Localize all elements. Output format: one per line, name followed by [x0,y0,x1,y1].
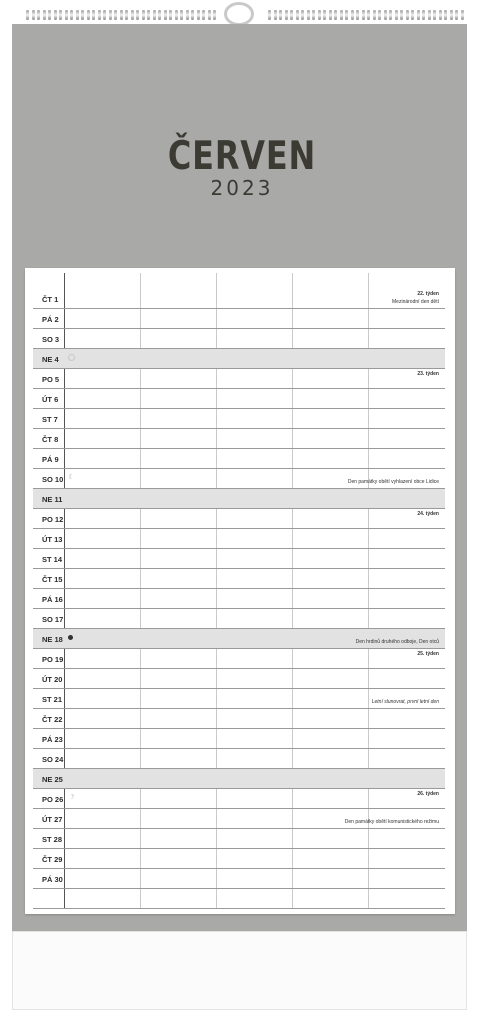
day-label: PO 26 [42,795,64,804]
planner-grid [25,268,455,914]
week-number: 23. týden [417,371,439,377]
day-label: ST 7 [42,415,58,424]
day-label: SO 10 [42,475,64,484]
new-moon-icon [68,635,73,640]
coil [186,10,189,20]
day-row[interactable] [33,329,445,349]
coil [65,10,68,20]
coil [120,10,123,20]
holiday-note: Mezinárodní den dětí [392,299,439,305]
day-row[interactable] [33,649,445,669]
coil [373,10,376,20]
coil [312,10,315,20]
day-label: ČT 8 [42,435,59,444]
coil [296,10,299,20]
day-label: NE 4 [42,355,59,364]
day-label: SO 3 [42,335,60,344]
day-row[interactable] [33,849,445,869]
day-label: PÁ 16 [42,595,63,604]
day-row[interactable] [33,669,445,689]
day-row[interactable] [33,529,445,549]
coil [180,10,183,20]
coil [32,10,35,20]
day-row[interactable] [33,629,445,649]
last-quarter-moon-icon: ☾ [68,474,75,481]
coil [81,10,84,20]
day-row[interactable] [33,709,445,729]
coil [197,10,200,20]
day-row[interactable] [33,489,445,509]
coil [285,10,288,20]
coil [340,10,343,20]
day-label: ÚT 13 [42,535,63,544]
coil [378,10,381,20]
coil [362,10,365,20]
coil [367,10,370,20]
coil [103,10,106,20]
coil [301,10,304,20]
coil [125,10,128,20]
coil [411,10,414,20]
day-row[interactable] [33,609,445,629]
day-label: PÁ 30 [42,875,63,884]
day-row[interactable] [33,549,445,569]
coil [164,10,167,20]
coil [142,10,145,20]
day-label: ST 28 [42,835,63,844]
coil [406,10,409,20]
coil [153,10,156,20]
calendar-backboard [12,931,467,1010]
day-row[interactable] [33,349,445,369]
coil [389,10,392,20]
coil [37,10,40,20]
week-number: 24. týden [417,511,439,517]
day-row[interactable] [33,789,445,809]
coil [191,10,194,20]
coil [76,10,79,20]
holiday-note: Den památky obětí vyhlazení obce Lidice [347,479,439,485]
coil [439,10,442,20]
coil [48,10,51,20]
coil [384,10,387,20]
coil [461,10,464,20]
day-row[interactable] [33,309,445,329]
day-row[interactable] [33,369,445,389]
day-row[interactable] [33,469,445,489]
full-moon-icon [68,354,75,361]
coil [131,10,134,20]
coil [213,10,216,20]
coil [147,10,150,20]
day-label: SO 17 [42,615,64,624]
coil [268,10,271,20]
day-label: ČT 29 [42,855,63,864]
day-label: PO 5 [42,375,60,384]
coil [422,10,425,20]
day-label: NE 25 [42,775,63,784]
coil [59,10,62,20]
coil [54,10,57,20]
empty-row [33,889,445,909]
coil [323,10,326,20]
coil [345,10,348,20]
day-label: ST 14 [42,555,63,564]
day-row[interactable] [33,589,445,609]
holiday-note: Den památky obětí komunistického režimu [344,819,439,825]
coil [202,10,205,20]
coil [334,10,337,20]
day-row[interactable] [33,689,445,709]
day-label: PÁ 9 [42,455,59,464]
coil [208,10,211,20]
coil [158,10,161,20]
day-row[interactable] [33,389,445,409]
coil [114,10,117,20]
year-title: 2023 [210,176,274,200]
coil [43,10,46,20]
day-label: ČT 1 [42,295,59,304]
day-label: ČT 15 [42,575,63,584]
day-label: NE 11 [42,495,63,504]
coil [307,10,310,20]
day-row[interactable] [33,809,445,829]
holiday-note: Letní slunovrat, první letní den [371,699,439,705]
coil [395,10,398,20]
day-label: PO 19 [42,655,64,664]
coil [274,10,277,20]
coil [109,10,112,20]
week-number: 26. týden [417,791,439,797]
month-title: ČERVEN [167,134,317,179]
day-label: PÁ 2 [42,315,59,324]
day-label: ST 21 [42,695,63,704]
day-row[interactable] [33,829,445,849]
day-row[interactable] [33,449,445,469]
coil [351,10,354,20]
coil [26,10,29,20]
coil [136,10,139,20]
coil [444,10,447,20]
hanger-hook [224,2,254,26]
day-row[interactable] [33,509,445,529]
day-row[interactable] [33,769,445,789]
day-label: ČT 22 [42,715,63,724]
coil [175,10,178,20]
coil [98,10,101,20]
coil [92,10,95,20]
day-label: SO 24 [42,755,64,764]
holiday-note: Den hrdinů druhého odboje, Den otců [355,639,439,645]
coil [433,10,436,20]
coil [329,10,332,20]
day-row[interactable] [33,429,445,449]
day-label: ÚT 6 [42,395,59,404]
coil [455,10,458,20]
day-row[interactable] [33,749,445,769]
coil [318,10,321,20]
coil [279,10,282,20]
day-label: PO 12 [42,515,64,524]
day-label: ÚT 27 [42,815,63,824]
day-row[interactable] [33,729,445,749]
coil [400,10,403,20]
coil [290,10,293,20]
coil [70,10,73,20]
day-label: PÁ 23 [42,735,63,744]
week-number: 25. týden [417,651,439,657]
day-label: NE 18 [42,635,63,644]
coil [450,10,453,20]
first-quarter-moon-icon: ☽ [68,794,75,801]
coil [87,10,90,20]
coil [428,10,431,20]
coil [169,10,172,20]
day-row[interactable] [33,569,445,589]
day-row[interactable] [33,409,445,429]
day-row[interactable] [33,869,445,889]
week-number: 22. týden [417,291,439,297]
day-label: ÚT 20 [42,675,63,684]
coil [417,10,420,20]
day-row[interactable] [33,289,445,309]
coil [356,10,359,20]
